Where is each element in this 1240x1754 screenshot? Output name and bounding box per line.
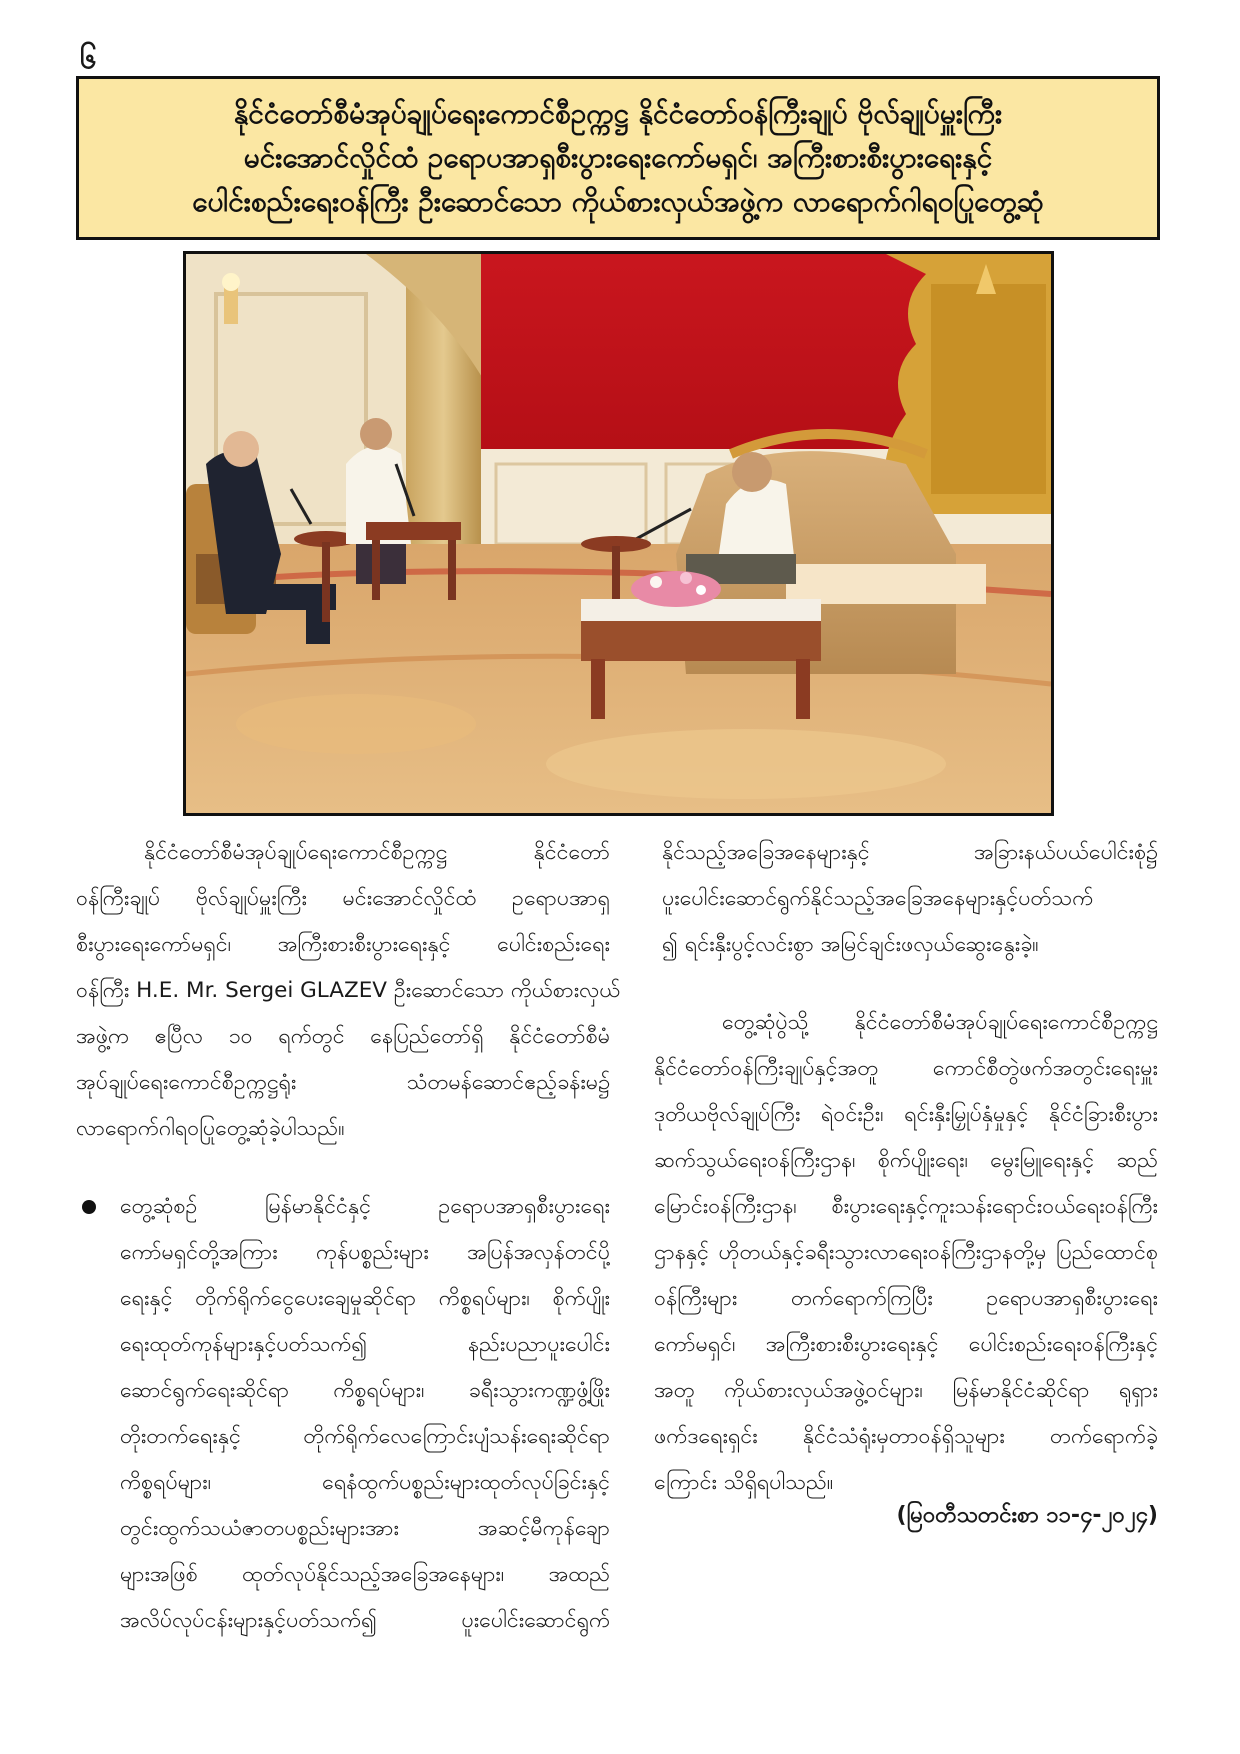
headline-box [76, 76, 1160, 240]
text-line: လာရောက်ဂါရဝပြုတွေ့ဆုံခဲ့ပါသည်။ [76, 1116, 345, 1141]
bullet-icon [82, 1200, 96, 1214]
source-citation: (မြဝတီသတင်းစာ ၁၁-၄-၂၀၂၄) [896, 1503, 1158, 1528]
text-line: ဌာနနှင့် ဟိုတယ်နှင့်ခရီးသွားလာရေးဝန်ကြီးဌာနတို့မှ ပြည်ထောင်စု [654, 1240, 1158, 1265]
text-line: ဝန်ကြီးချုပ် ဗိုလ်ချုပ်မှူးကြီး မင်းအောင်လှိုင်ထံ ဥရောပအာရှ [76, 886, 610, 911]
text-line: တွေ့ဆုံပွဲသို့ နိုင်ငံတော်စီမံအုပ်ချုပ်ရေးကောင်စီဥက္ကဋ္ဌ [722, 1010, 1158, 1035]
text-line: တွင်းထွက်သယံဇာတပစ္စည်းများအား အဆင့်မီကုန်ချော [120, 1516, 610, 1541]
bullet-paragraph [120, 1184, 610, 1644]
article-right-column [654, 830, 1158, 1506]
text-line: ဖက်ဒရေးရှင်း နိုင်ငံသံရုံးမှတာဝန်ရှိသူများ တက်ရောက်ခဲ့ [654, 1424, 1158, 1449]
attendees-paragraph [654, 1000, 1158, 1506]
text-line: နိုင်ငံတော်ဝန်ကြီးချုပ်နှင့်အတူ ကောင်စီတွဲဖက်အတွင်းရေးမှူး [654, 1056, 1158, 1081]
text-line: နိုင်ငံတော်စီမံအုပ်ချုပ်ရေးကောင်စီဥက္ကဋ္ဌ နိုင်ငံတော် [144, 840, 610, 865]
text-line: တိုးတက်ရေးနှင့် တိုက်ရိုက်လေကြောင်းပျံသန်းရေးဆိုင်ရာ [120, 1424, 610, 1449]
text-line: ကိစ္စရပ်များ၊ ရေနံထွက်ပစ္စည်းများထုတ်လုပ်ခြင်းနှင့် [120, 1470, 610, 1495]
meeting-photo-illustration [186, 254, 1051, 813]
headline-line: ပေါင်းစည်းရေးဝန်ကြီး ဦးဆောင်သော ကိုယ်စားလှယ်အဖွဲ့က လာရောက်ဂါရဝပြုတွေ့ဆုံ [192, 185, 1044, 218]
text-line: ဝန်ကြီး H.E. Mr. Sergei GLAZEV ဦးဆောင်သော ကိုယ်စားလှယ် [76, 978, 621, 1003]
headline-line: နိုင်ငံတော်စီမံအုပ်ချုပ်ရေးကောင်စီဥက္ကဋ္ဌ နိုင်ငံတော်ဝန်ကြီးချုပ် ဗိုလ်ချုပ်မှူးကြီး [233, 97, 1003, 130]
bullet-item [76, 1184, 610, 1644]
text-line: ကော်မရှင်တို့အကြား ကုန်ပစ္စည်းများ အပြန်အလှန်တင်ပို့ [120, 1240, 610, 1265]
text-line: နိုင်သည့်အခြေအနေများနှင့် အခြားနယ်ပယ်ပေါင်းစုံ၌ [662, 840, 1158, 865]
headline-line: မင်းအောင်လှိုင်ထံ ဥရောပအာရှစီးပွားရေးကော်မရှင်၊ အကြီးစားစီးပွားရေးနှင့် [243, 141, 993, 174]
text-line: အတူ ကိုယ်စားလှယ်အဖွဲ့ဝင်များ၊ မြန်မာနိုင်ငံဆိုင်ရာ ရုရှား [654, 1378, 1158, 1403]
text-line: ၍ ရင်းနှီးပွင့်လင်းစွာ အမြင်ချင်းဖလှယ်ဆွေးနွေးခဲ့။ [662, 932, 1039, 957]
lead-paragraph [76, 830, 621, 1152]
text-line: စီးပွားရေးကော်မရှင်၊ အကြီးစားစီးပွားရေးနှင့် ပေါင်းစည်းရေး [76, 932, 610, 957]
meeting-photo [183, 251, 1054, 816]
text-line: ကြောင်း သိရှိရပါသည်။ [654, 1470, 834, 1495]
text-line: တွေ့ဆုံစဉ် မြန်မာနိုင်ငံနှင့် ဥရောပအာရှစီးပွားရေး [120, 1194, 610, 1219]
text-line: ဒုတိယဗိုလ်ချုပ်ကြီး ရဲဝင်းဦး၊ ရင်းနှီးမြှုပ်နှံမှုနှင့် နိုင်ငံခြားစီးပွား [654, 1102, 1158, 1127]
text-line: အလိပ်လုပ်ငန်းများနှင့်ပတ်သက်၍ ပူးပေါင်းဆောင်ရွက် [120, 1608, 610, 1633]
text-line: ဆောင်ရွက်ရေးဆိုင်ရာ ကိစ္စရပ်များ၊ ခရီးသွားကဏ္ဍဖွံ့ဖြိုး [120, 1378, 610, 1403]
page-number: ၆ [80, 41, 97, 76]
text-line: ရေးနှင့် တိုက်ရိုက်ငွေပေးချေမှုဆိုင်ရာ ကိစ္စရပ်များ၊ စိုက်ပျိုး [120, 1286, 610, 1311]
text-line: အုပ်ချုပ်ရေးကောင်စီဥက္ကဋ္ဌရုံး သံတမန်ဆောင်ဧည့်ခန်းမ၌ [76, 1070, 610, 1095]
text-line: ပူးပေါင်းဆောင်ရွက်နိုင်သည့်အခြေအနေများနှင့်ပတ်သက် [662, 886, 1094, 911]
text-line: မြောင်းဝန်ကြီးဌာန၊ စီးပွားရေးနှင့်ကူးသန်းရောင်းဝယ်ရေးဝန်ကြီး [654, 1194, 1158, 1219]
text-line: ဝန်ကြီးများ တက်ရောက်ကြပြီး ဥရောပအာရှစီးပွားရေး [654, 1286, 1158, 1311]
text-line: များအဖြစ် ထုတ်လုပ်နိုင်သည့်အခြေအနေများ၊ အထည် [120, 1562, 610, 1587]
article-left-column [76, 830, 621, 1644]
text-line: ကော်မရှင်၊ အကြီးစားစီးပွားရေးနှင့် ပေါင်းစည်းရေးဝန်ကြီးနှင့် [654, 1332, 1158, 1357]
text-line: ဆက်သွယ်ရေးဝန်ကြီးဌာန၊ စိုက်ပျိုးရေး၊ မွေးမြူရေးနှင့် ဆည် [654, 1148, 1158, 1173]
text-line: ရေးထုတ်ကုန်များနှင့်ပတ်သက်၍ နည်းပညာပူးပေါင်း [120, 1332, 610, 1357]
text-line: အဖွဲ့က ဧပြီလ ၁၀ ရက်တွင် နေပြည်တော်ရှိ နိုင်ငံတော်စီမံ [76, 1024, 610, 1049]
bullet-continuation [654, 830, 1158, 968]
